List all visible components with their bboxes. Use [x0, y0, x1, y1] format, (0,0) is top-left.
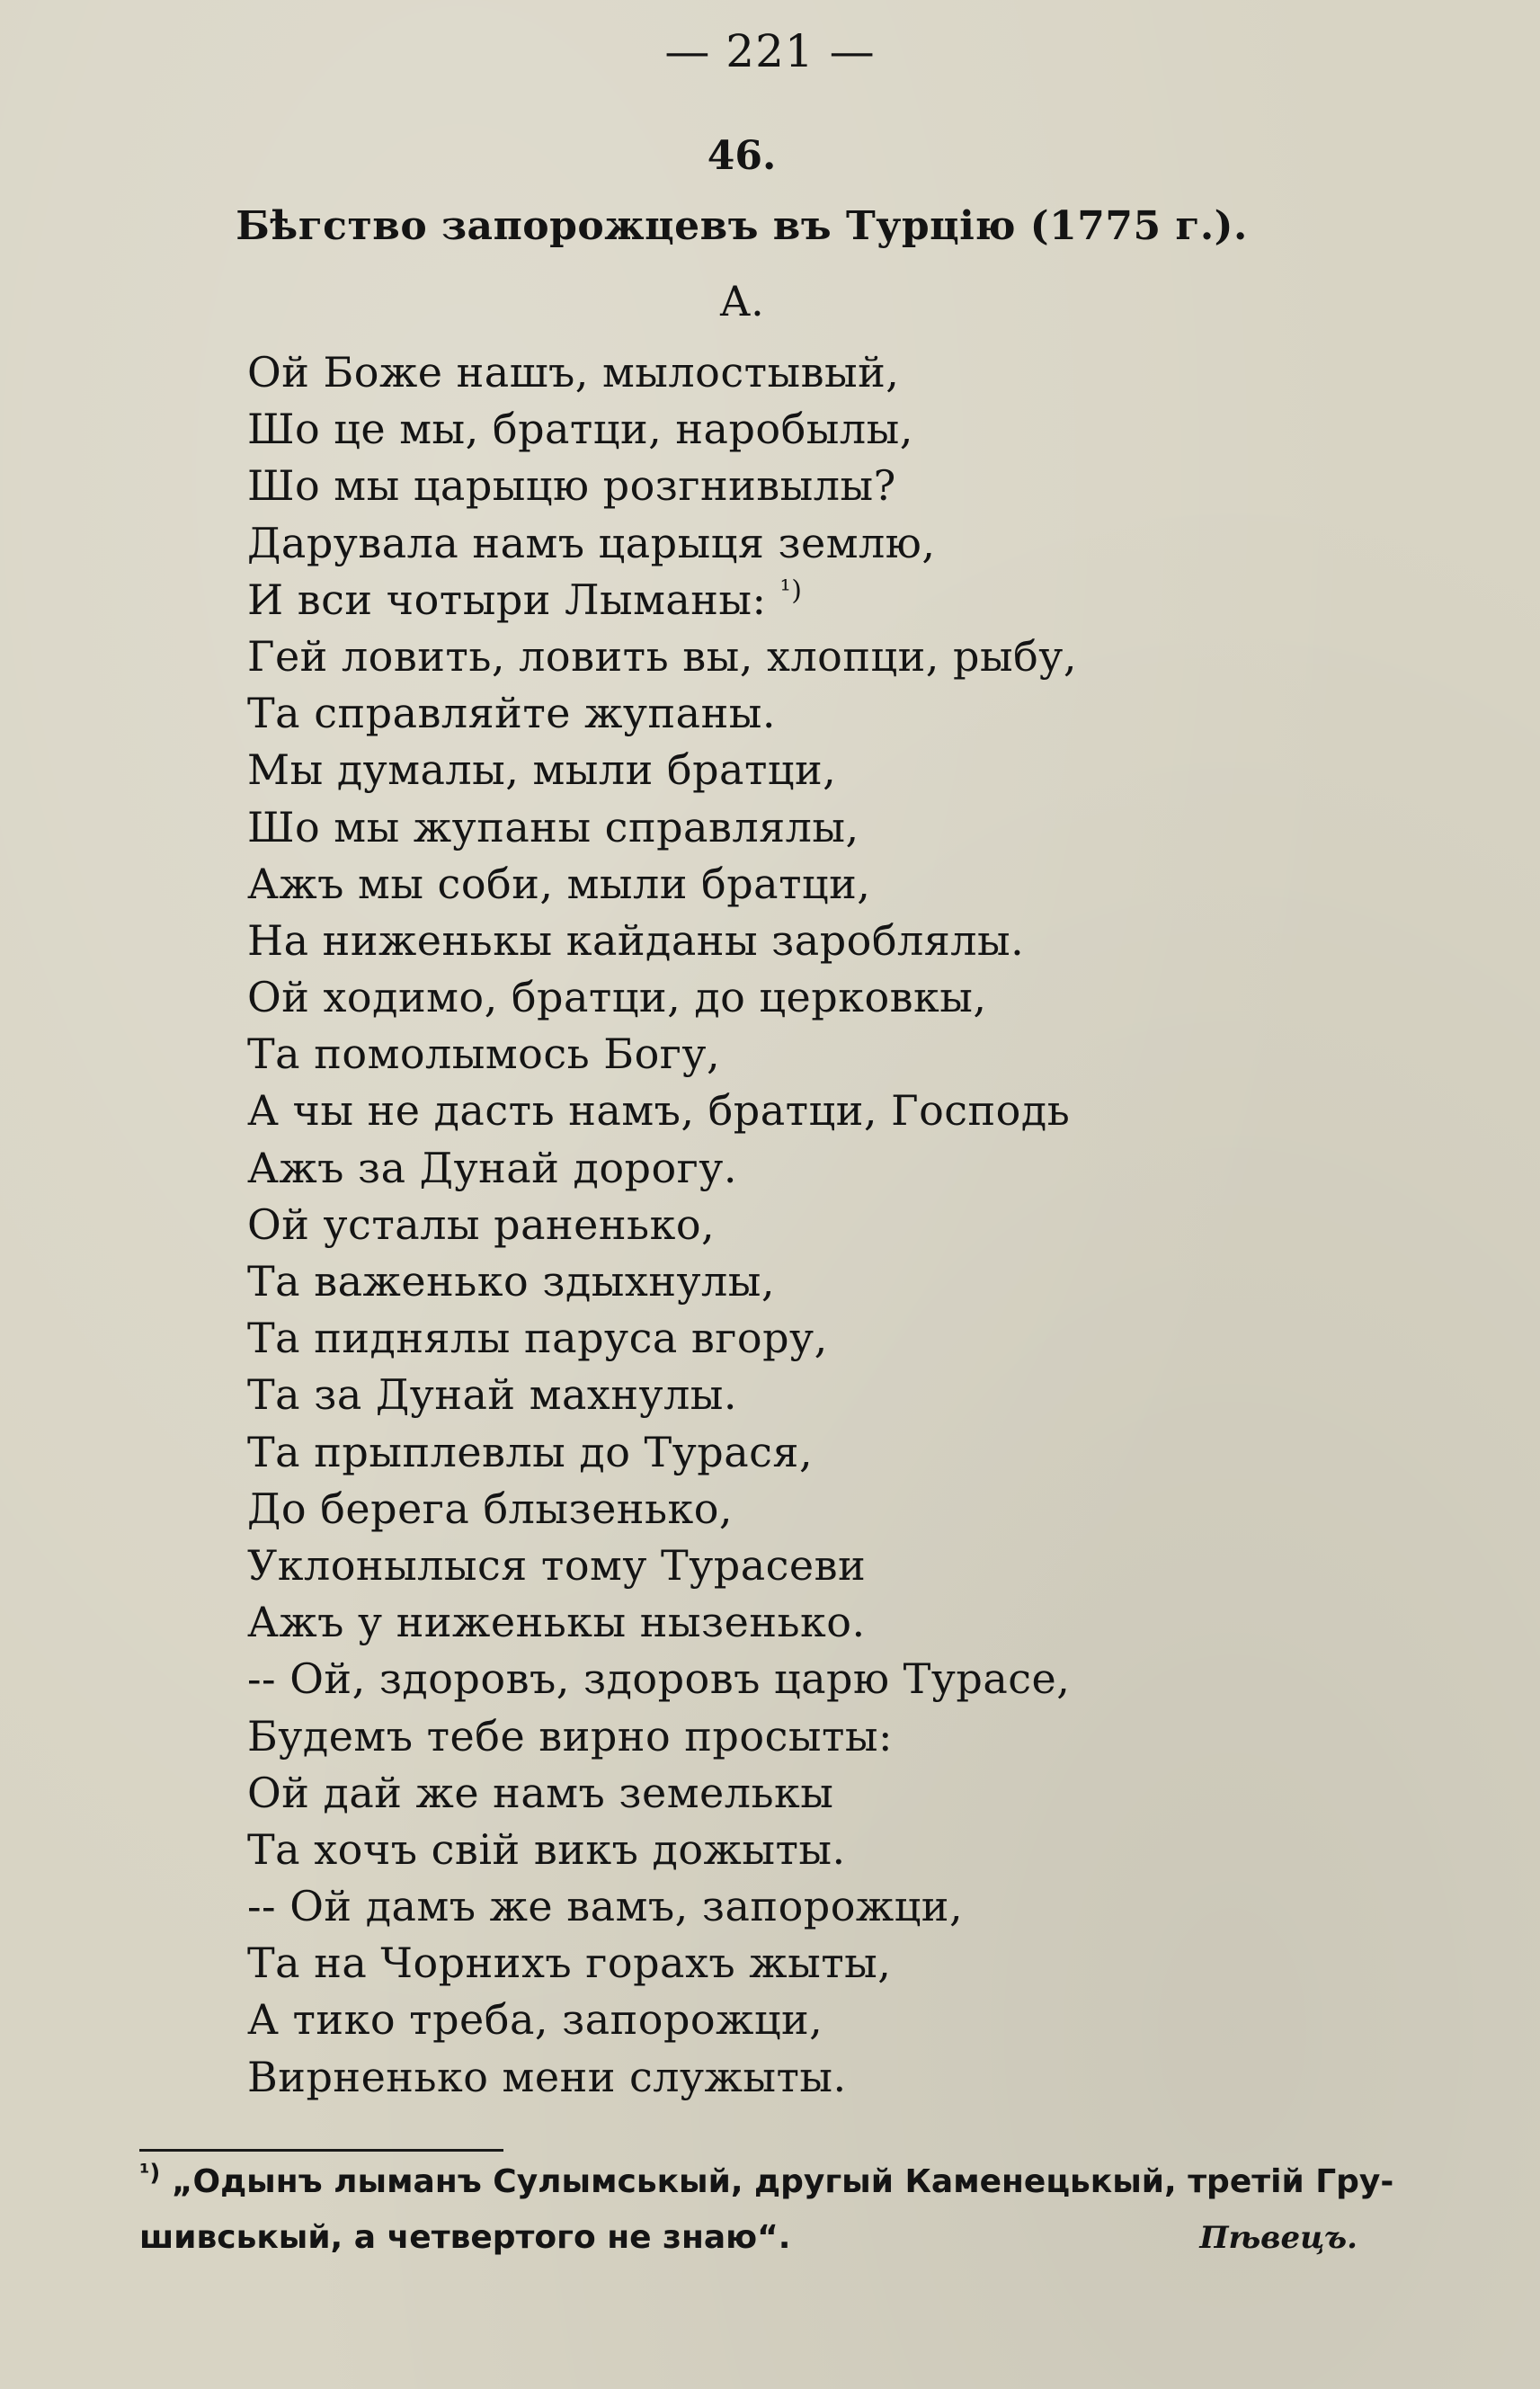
- verse-line: Та помолымось Богу,: [247, 1030, 721, 1079]
- verse-line: Шо мы жупаны справлялы,: [247, 802, 859, 851]
- verse-line: Та на Чорнихъ горахъ жыты,: [247, 1939, 892, 1988]
- verse-line: -- Ой дамъ же вамъ, запорожци,: [247, 1882, 964, 1931]
- verse-line: Та хочъ свій викъ дожыты.: [247, 1824, 846, 1874]
- verse-line: Ой Боже нашъ, мылостывый,: [247, 348, 900, 397]
- verse-line: А тико треба, запорожци,: [247, 1995, 823, 2045]
- footnote-line: [139, 2210, 1488, 2266]
- verse-line: А чы не дасть намъ, братци, Господь: [247, 1086, 1071, 1136]
- verse-line: Та пиднялы паруса вгору,: [247, 1314, 828, 1363]
- verse-line: Мы думалы, мыли братци,: [247, 745, 837, 795]
- verse-line: На ниженькы кайданы зароблялы.: [247, 915, 1025, 965]
- footnote-text-line1: „Одынъ лыманъ Сулымськый, другый Каменецькый, третій Гру-: [171, 2163, 1394, 2200]
- verse-line: Шо це мы, братци, наробылы,: [247, 405, 913, 454]
- footnote-signature: Пѣвецъ.: [1199, 2220, 1358, 2256]
- verse-line: Гей ловить, ловить вы, хлопци, рыбу,: [247, 631, 1077, 681]
- song-number: 46.: [707, 133, 777, 179]
- song-title: Бѣгство запорожцевъ въ Турцію (1775 г.).: [236, 203, 1248, 249]
- verse-line: Дарувала намъ царыця землю,: [247, 518, 936, 567]
- verse-line: Ажъ у ниженькы нызенько.: [247, 1598, 866, 1647]
- footnote-line: [139, 2154, 1488, 2210]
- verse-line: Уклонылыся тому Турасеви: [247, 1540, 867, 1590]
- footnote-separator: [139, 2149, 503, 2152]
- verse-line: Вирненько мени служыты.: [247, 2052, 847, 2101]
- verse-line: Ажъ за Дунай дорогу.: [247, 1143, 737, 1192]
- footnote-marker: ¹): [139, 2160, 161, 2187]
- verse-line: Та справляйте жупаны.: [247, 689, 776, 738]
- verse-line: Та прыплевлы до Турася,: [247, 1427, 814, 1476]
- verse-line-text: И вси чотыри Лыманы:: [247, 575, 767, 624]
- footnote-text-line2: шивськый, а четвертого не знаю“.: [139, 2219, 791, 2256]
- verse-line: Та важенько здыхнулы,: [247, 1257, 776, 1306]
- verse-line-with-footnote: [247, 572, 1281, 628]
- verse-line: -- Ой, здоровъ, здоровъ царю Турасе,: [247, 1654, 1071, 1704]
- footnote: [139, 2154, 1488, 2266]
- verse-line: Ой ходимо, братци, до церковкы,: [247, 973, 987, 1022]
- verse: [247, 344, 1281, 2106]
- verse-line: Будемъ тебе вирно просыты:: [247, 1711, 894, 1761]
- verse-line: Ой усталы раненько,: [247, 1199, 716, 1249]
- page-number: — 221 —: [664, 25, 876, 77]
- verse-line: Ажъ мы соби, мыли братци,: [247, 859, 871, 908]
- footnote-reference: ¹): [779, 575, 803, 607]
- verse-line: Та за Дунай махнулы.: [247, 1370, 738, 1420]
- verse-line: До берега блызенько,: [247, 1484, 734, 1533]
- verse-line: Шо мы царыцю розгнивылы?: [247, 461, 896, 511]
- verse-line: Ой дай же намъ земелькы: [247, 1768, 834, 1817]
- section-label: А.: [719, 277, 764, 325]
